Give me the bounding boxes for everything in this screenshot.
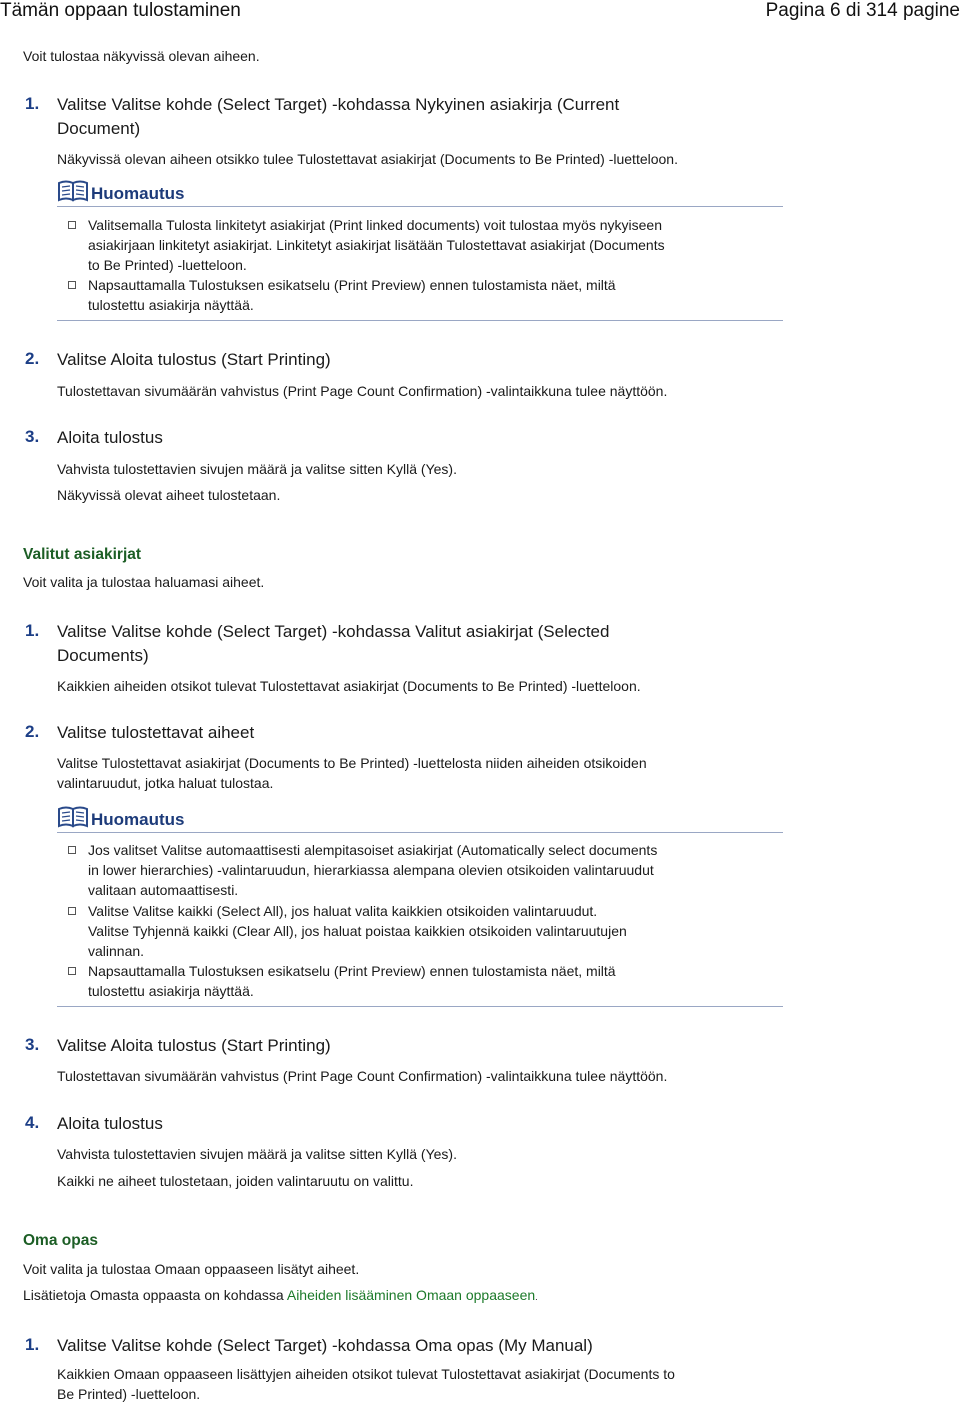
bullet-icon bbox=[68, 907, 76, 915]
note-divider bbox=[57, 206, 783, 207]
bullet-icon bbox=[68, 846, 76, 854]
section-heading: Valitut asiakirjat bbox=[23, 546, 142, 563]
note-item-cont: tulostettu asiakirja näyttää. bbox=[88, 983, 254, 999]
note-item-cont: valinnan. bbox=[88, 943, 145, 959]
step-number: 3. bbox=[25, 1035, 40, 1054]
step-description: Vahvista tulostettavien sivujen määrä ja valitse sitten Kyllä (Yes). bbox=[57, 461, 457, 477]
step-title: Valitse Valitse kohde (Select Target) -kohdassa Oma opas (My Manual) bbox=[57, 1336, 593, 1355]
section-intro: Voit valita ja tulostaa haluamasi aiheet. bbox=[23, 574, 265, 590]
step-number: 3. bbox=[25, 427, 40, 446]
note-item: Napsauttamalla Tulostuksen esikatselu (Print Preview) ennen tulostamista näet, miltä bbox=[88, 277, 616, 293]
step-description: Valitse Tulostettavat asiakirjat (Documents to Be Printed) -luettelosta niiden aiheiden otsikoiden bbox=[57, 755, 647, 771]
section-heading: Oma opas bbox=[23, 1232, 98, 1249]
step-title: Aloita tulostus bbox=[57, 428, 163, 447]
step-number: 1. bbox=[25, 94, 40, 113]
my-guide-link[interactable]: Aiheiden lisääminen Omaan oppaaseen bbox=[286, 1287, 536, 1303]
note-item-cont: valitaan automaattisesti. bbox=[88, 882, 239, 898]
page-indicator: Pagina 6 di 314 pagine bbox=[765, 0, 960, 21]
note-title: Huomautus bbox=[91, 810, 185, 829]
bullet-icon bbox=[68, 967, 76, 975]
info-prefix: Lisätietoja Omasta oppaasta on kohdassa bbox=[23, 1287, 284, 1303]
step-description-2: valintaruudut, jotka haluat tulostaa. bbox=[57, 775, 274, 791]
section-intro: Voit valita ja tulostaa Omaan oppaaseen lisätyt aiheet. bbox=[23, 1261, 360, 1277]
document-title: Tämän oppaan tulostaminen bbox=[0, 0, 241, 21]
step-description: Tulostettavan sivumäärän vahvistus (Print Page Count Confirmation) -valintaikkuna tulee näyttöön. bbox=[57, 383, 668, 399]
step-title-cont: Document) bbox=[57, 119, 141, 138]
step-description: Vahvista tulostettavien sivujen määrä ja valitse sitten Kyllä (Yes). bbox=[57, 1146, 457, 1162]
book-icon bbox=[57, 180, 89, 202]
info-suffix: . bbox=[535, 1292, 538, 1302]
step-title: Valitse Valitse kohde (Select Target) -kohdassa Nykyinen asiakirja (Current bbox=[57, 95, 620, 114]
bullet-icon bbox=[68, 221, 76, 229]
note-item: Valitse Valitse kaikki (Select All), jos haluat valita kaikkien otsikoiden valintaruudut. bbox=[88, 903, 598, 919]
note-divider bbox=[57, 832, 783, 833]
step-number: 2. bbox=[25, 722, 40, 741]
step-description: Näkyvissä olevan aiheen otsikko tulee Tulostettavat asiakirjat (Documents to Be Printed) -luetteloon. bbox=[57, 151, 678, 167]
note-divider bbox=[57, 1006, 783, 1007]
step-title: Valitse tulostettavat aiheet bbox=[57, 723, 255, 742]
note-divider bbox=[57, 320, 783, 321]
note-item-cont: Valitse Tyhjennä kaikki (Clear All), jos haluat poistaa kaikkien otsikoiden valintaruutujen bbox=[88, 923, 627, 939]
note-item-cont: tulostettu asiakirja näyttää. bbox=[88, 297, 254, 313]
step-description: Tulostettavan sivumäärän vahvistus (Print Page Count Confirmation) -valintaikkuna tulee näyttöön. bbox=[57, 1068, 668, 1084]
step-description: Kaikkien aiheiden otsikot tulevat Tulostettavat asiakirjat (Documents to Be Printed) -luetteloon. bbox=[57, 678, 641, 694]
bullet-icon bbox=[68, 281, 76, 289]
info-line bbox=[23, 1285, 538, 1307]
step-title: Aloita tulostus bbox=[57, 1114, 163, 1133]
note-item: Valitsemalla Tulosta linkitetyt asiakirjat (Print linked documents) voit tulostaa myös nykyiseen bbox=[88, 217, 662, 233]
note-item: Jos valitset Valitse automaattisesti alempitasoiset asiakirjat (Automatically select documents bbox=[88, 842, 658, 858]
note-item: Napsauttamalla Tulostuksen esikatselu (Print Preview) ennen tulostamista näet, miltä bbox=[88, 963, 616, 979]
intro-text: Voit tulostaa näkyvissä olevan aiheen. bbox=[23, 48, 260, 64]
step-number: 4. bbox=[25, 1113, 40, 1132]
note-title: Huomautus bbox=[91, 184, 185, 203]
step-description: Kaikkien Omaan oppaaseen lisättyjen aiheiden otsikot tulevat Tulostettavat asiakirjat (Documents to bbox=[57, 1366, 675, 1382]
note-item-cont: to Be Printed) -luetteloon. bbox=[88, 257, 247, 273]
step-description-2: Näkyvissä olevat aiheet tulostetaan. bbox=[57, 487, 281, 503]
step-number: 1. bbox=[25, 621, 40, 640]
step-description-2: Be Printed) -luetteloon. bbox=[57, 1386, 201, 1402]
step-title: Valitse Valitse kohde (Select Target) -kohdassa Valitut asiakirjat (Selected bbox=[57, 622, 610, 641]
step-title: Valitse Aloita tulostus (Start Printing) bbox=[57, 1036, 331, 1055]
step-description-2: Kaikki ne aiheet tulostetaan, joiden valintaruutu on valittu. bbox=[57, 1173, 414, 1189]
note-item-cont: in lower hierarchies) -valintaruudun, hierarkiassa alempana olevien otsikoiden valintaruudut bbox=[88, 862, 654, 878]
step-title: Valitse Aloita tulostus (Start Printing) bbox=[57, 350, 331, 369]
step-title-cont: Documents) bbox=[57, 646, 149, 665]
book-icon bbox=[57, 806, 89, 828]
step-number: 1. bbox=[25, 1335, 40, 1354]
note-item-cont: asiakirjaan linkitetyt asiakirjat. Linkitetyt asiakirjat lisätään Tulostettavat asiakirjat (Documents bbox=[88, 237, 665, 253]
step-number: 2. bbox=[25, 349, 40, 368]
